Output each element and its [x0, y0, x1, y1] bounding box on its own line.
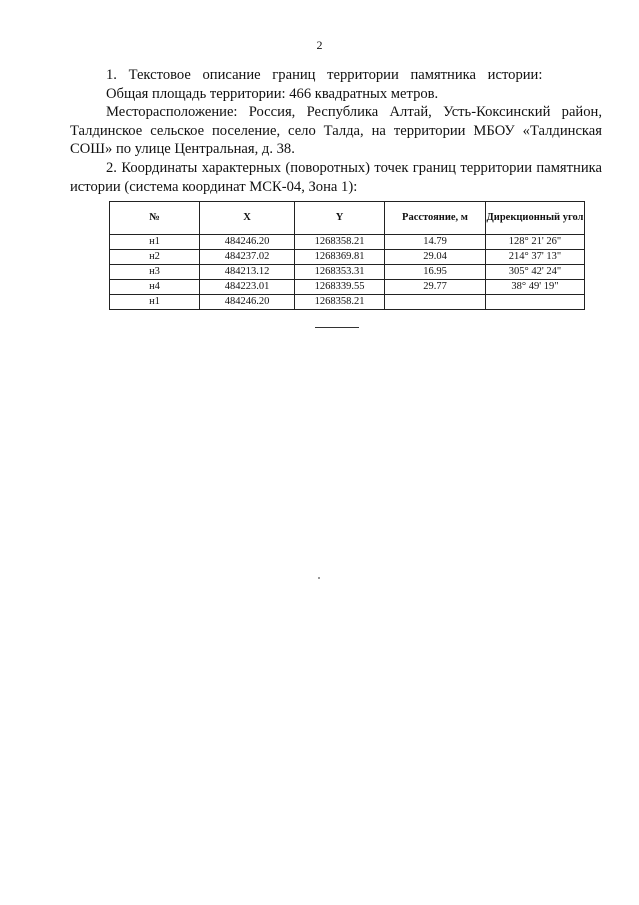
- cell-x: 484246.20: [200, 295, 295, 310]
- table-row: [110, 265, 585, 280]
- cell-distance: 14.79: [385, 235, 486, 250]
- cell-y: 1268353.31: [295, 265, 385, 280]
- table-row: [110, 280, 585, 295]
- page-number: 2: [316, 38, 323, 52]
- cell-point: н2: [110, 250, 200, 265]
- header-y: Y: [295, 202, 385, 235]
- section-1-heading: 1. Текстовое описание границ территории памятника истории:: [106, 67, 543, 83]
- table-row: [110, 250, 585, 265]
- scan-speck: [318, 577, 320, 579]
- cell-point: н1: [110, 295, 200, 310]
- table-row: [110, 235, 585, 250]
- table-header-row: [110, 202, 585, 235]
- table-row: [110, 295, 585, 310]
- header-distance: Расстояние, м: [385, 202, 486, 235]
- cell-distance: 29.04: [385, 250, 486, 265]
- cell-distance: 16.95: [385, 265, 486, 280]
- cell-y: 1268358.21: [295, 235, 385, 250]
- cell-point: н4: [110, 280, 200, 295]
- cell-angle: 305° 42' 24": [486, 265, 585, 280]
- cell-x: 484223.01: [200, 280, 295, 295]
- cell-angle: 128° 21' 26": [486, 235, 585, 250]
- document-body: [70, 66, 602, 196]
- territory-area: Общая площадь территории: 466 квадратных метров.: [106, 85, 439, 102]
- cell-y: 1268369.81: [295, 250, 385, 265]
- cell-x: 484237.02: [200, 250, 295, 265]
- coordinates-table: [109, 201, 585, 310]
- cell-angle: 214° 37' 13": [486, 250, 585, 265]
- cell-angle: 38° 49' 19": [486, 280, 585, 295]
- cell-x: 484213.12: [200, 265, 295, 280]
- cell-point: н3: [110, 265, 200, 280]
- header-direction-angle: Дирекционный угол: [486, 202, 585, 235]
- cell-distance: [385, 295, 486, 310]
- territory-location: Месторасположение: Россия, Республика Алтай, Усть-Коксинский район, Талдинское сельское поселение, село Талда, на территории МБОУ «Талдинская СОШ» по улице Центральная, д. 38.: [70, 104, 602, 158]
- cell-y: 1268358.21: [295, 295, 385, 310]
- cell-point: н1: [110, 235, 200, 250]
- cell-distance: 29.77: [385, 280, 486, 295]
- end-of-document-line: [315, 327, 359, 328]
- header-x: X: [200, 202, 295, 235]
- section-2-heading: 2. Координаты характерных (поворотных) точек границ территории памятника истории (система координат МСК-04, Зона 1):: [70, 159, 602, 195]
- header-number: №: [110, 202, 200, 235]
- cell-y: 1268339.55: [295, 280, 385, 295]
- cell-x: 484246.20: [200, 235, 295, 250]
- cell-angle: [486, 295, 585, 310]
